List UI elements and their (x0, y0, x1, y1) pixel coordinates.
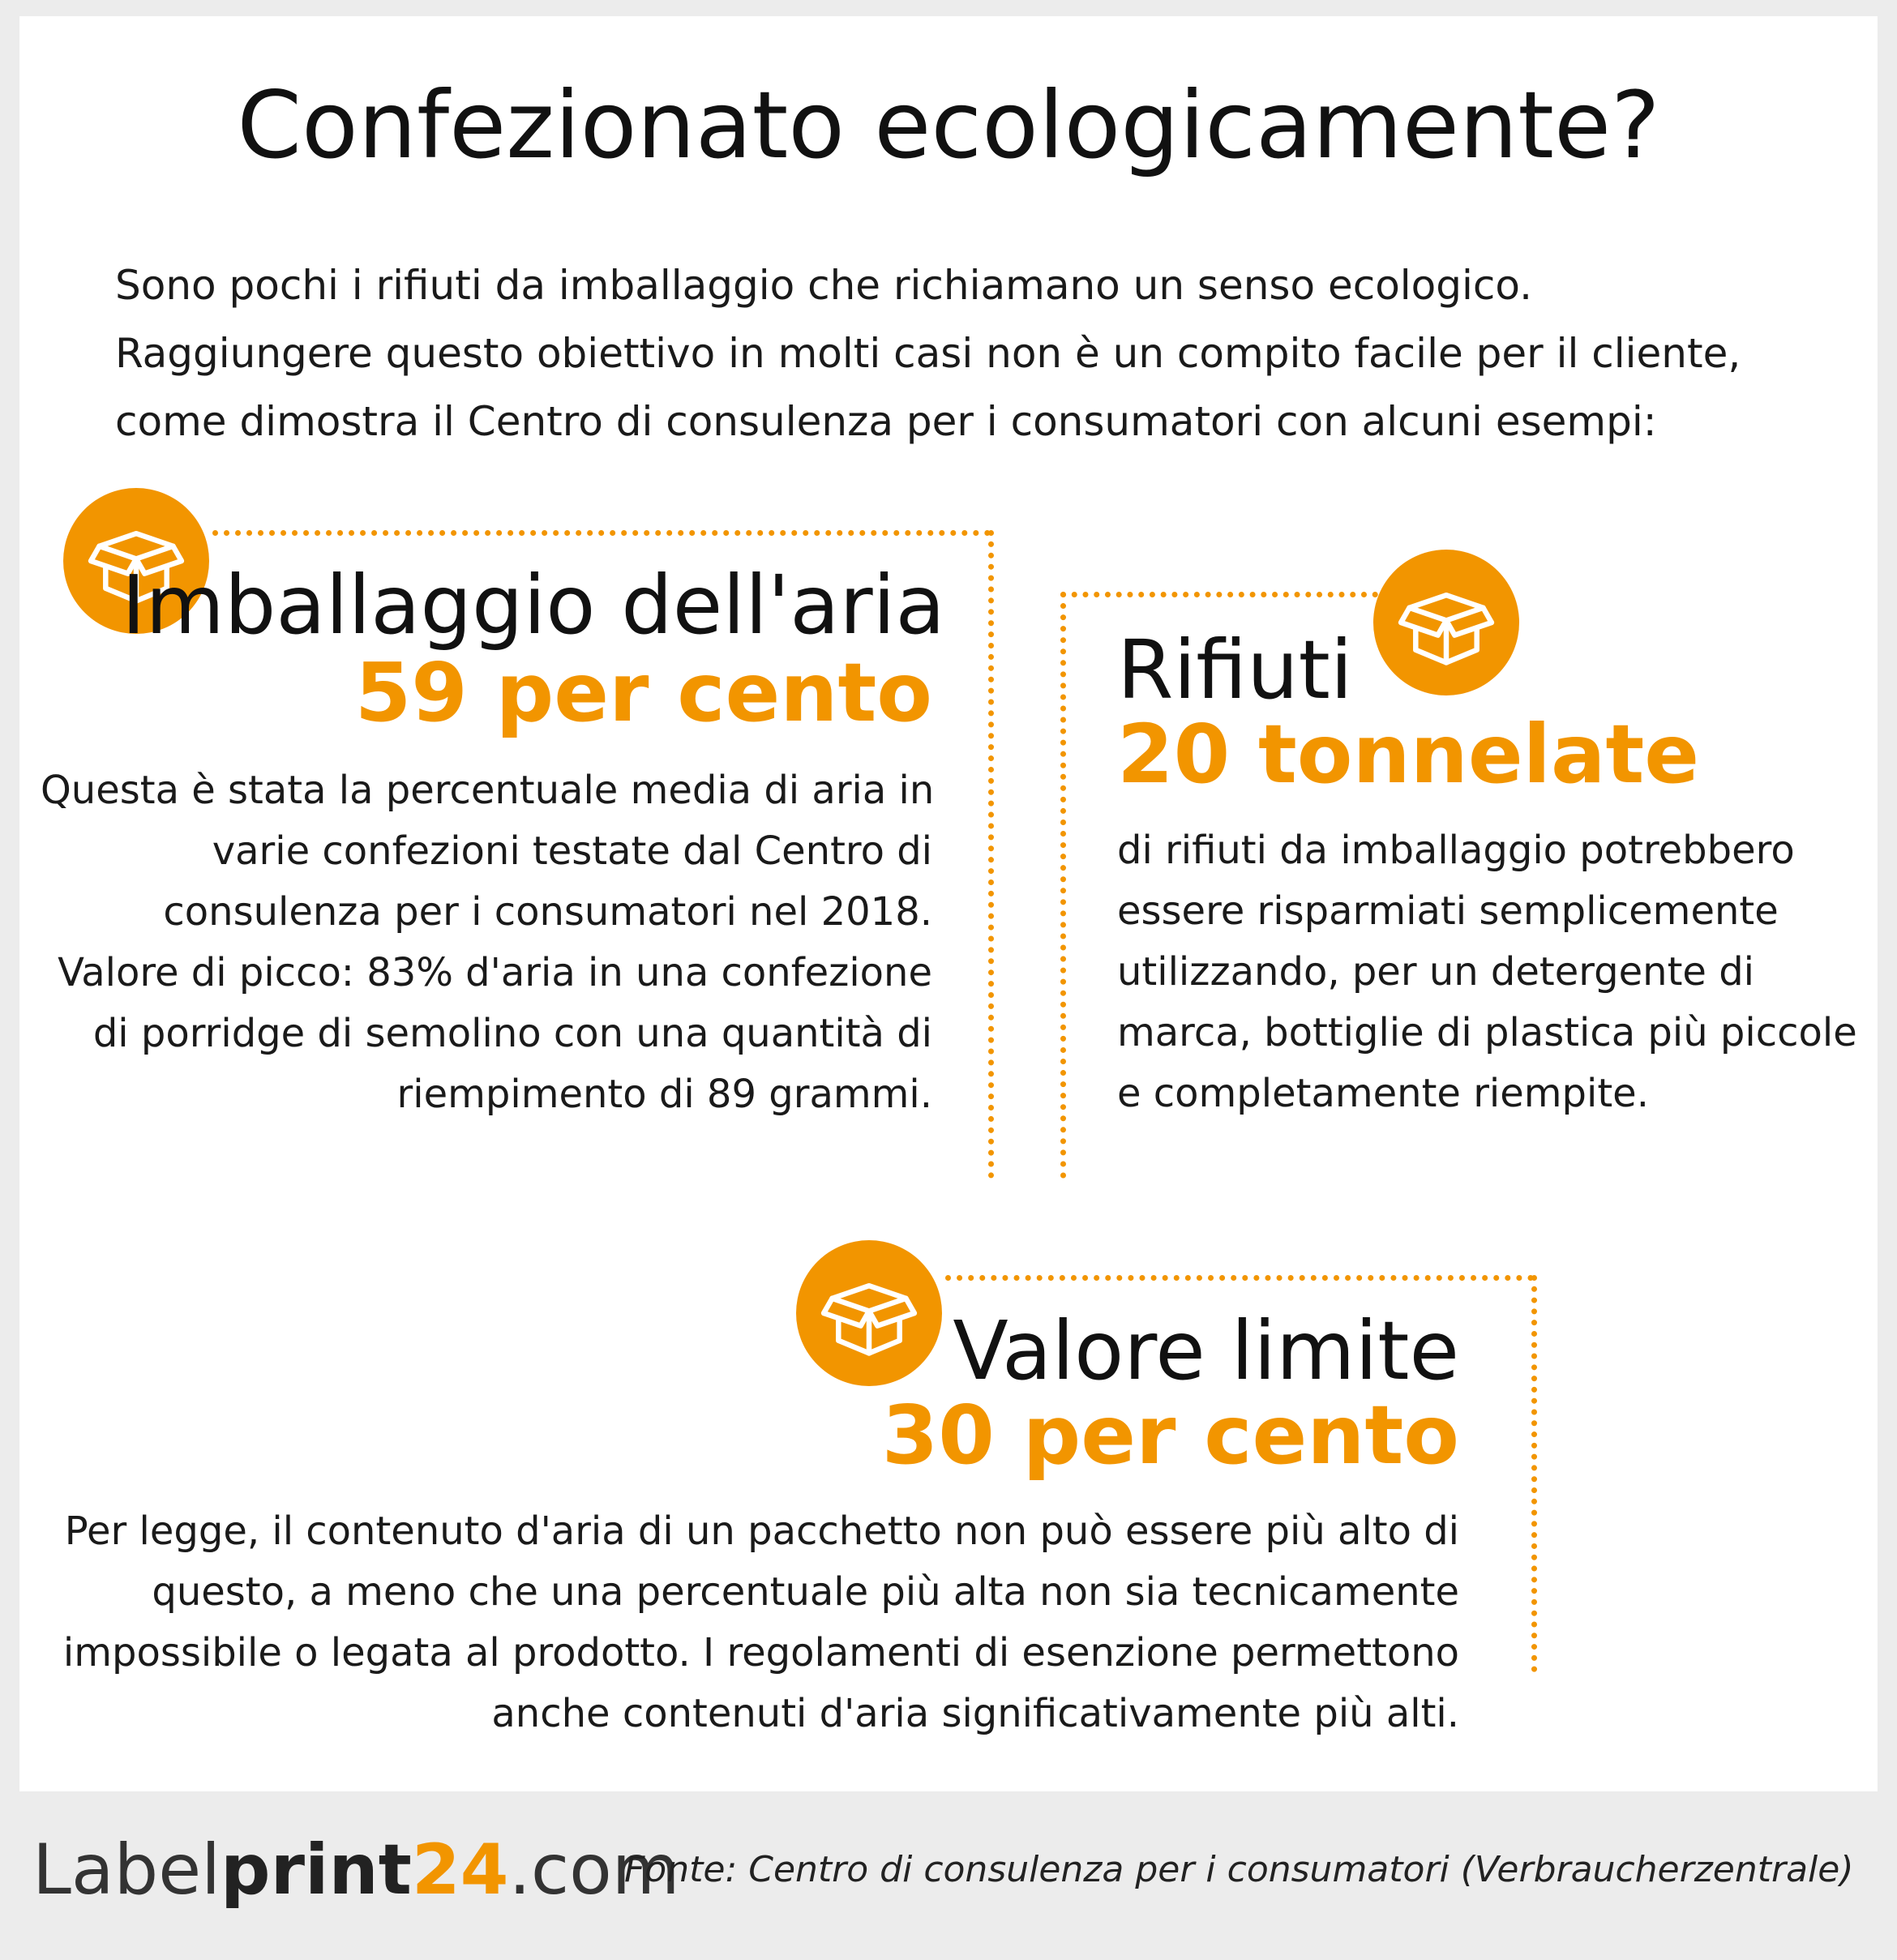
section-text (49, 1501, 1459, 1744)
dotted-border-top (945, 1275, 1534, 1281)
dotted-border-right (1531, 1275, 1537, 1672)
dotted-border-top (212, 530, 991, 536)
logo (32, 1825, 680, 1915)
intro-text (115, 251, 1818, 456)
source-citation: Fonte: Centro di consulenza per i consumatori (Verbraucherzentrale) (624, 1849, 1854, 1890)
intro-line: Sono pochi i rifiuti da imballaggio che richiamano un senso ecologico. (115, 262, 1532, 309)
text-line: e completamente riempite. (1117, 1071, 1649, 1116)
page-title: Confezionato ecologicamente? (237, 71, 1660, 179)
intro-line: Raggiungere questo obiettivo in molti casi non è un compito facile per il cliente, (115, 330, 1741, 377)
text-line: consulenza per i consumatori nel 2018. (163, 889, 932, 935)
section-value: 59 per cento (354, 645, 932, 740)
section-text (1117, 820, 1863, 1124)
logo-text-domain: .com (508, 1829, 680, 1911)
intro-line: come dimostra il Centro di consulenza per i consumatori con alcuni esempi: (115, 398, 1657, 445)
text-line: Questa è stata la percentuale media di aria in (41, 768, 935, 813)
dotted-border-right (988, 530, 994, 1179)
text-line: di rifiuti da imballaggio potrebbero (1117, 828, 1795, 873)
text-line: essere risparmiati semplicemente (1117, 888, 1779, 934)
text-line: impossibile o legata al prodotto. I regolamenti di esenzione permettono (62, 1630, 1459, 1675)
text-line: Per legge, il contenuto d'aria di un pacchetto non può essere più alto di (64, 1509, 1459, 1554)
section-value: 30 per cento (881, 1388, 1459, 1483)
logo-text-24: 24 (411, 1829, 509, 1911)
text-line: marca, bottiglie di plastica più piccole (1117, 1010, 1857, 1055)
text-line: utilizzando, per un detergente di (1117, 949, 1754, 995)
section-heading: Valore limite (953, 1303, 1459, 1398)
text-line: anche contenuti d'aria significativamente più alti. (491, 1691, 1459, 1736)
section-heading: Rifiuti (1117, 623, 1353, 717)
logo-text-label: Label (32, 1829, 221, 1911)
section-value: 20 tonnelate (1117, 707, 1700, 802)
text-line: questo, a meno che una percentuale più alta non sia tecnicamente (152, 1569, 1459, 1615)
logo-text-print: print (221, 1829, 412, 1911)
section-heading: Imballaggio dell'aria (122, 558, 945, 653)
section-text (41, 760, 935, 1125)
text-line: Valore di picco: 83% d'aria in una confezione (58, 950, 932, 995)
box-icon (1373, 550, 1519, 695)
dotted-border-left (1060, 592, 1066, 1179)
text-line: riempimento di 89 grammi. (396, 1072, 932, 1117)
text-line: varie confezioni testate dal Centro di (212, 828, 932, 874)
text-line: di porridge di semolino con una quantità di (92, 1011, 932, 1056)
dotted-border-top (1060, 592, 1378, 597)
